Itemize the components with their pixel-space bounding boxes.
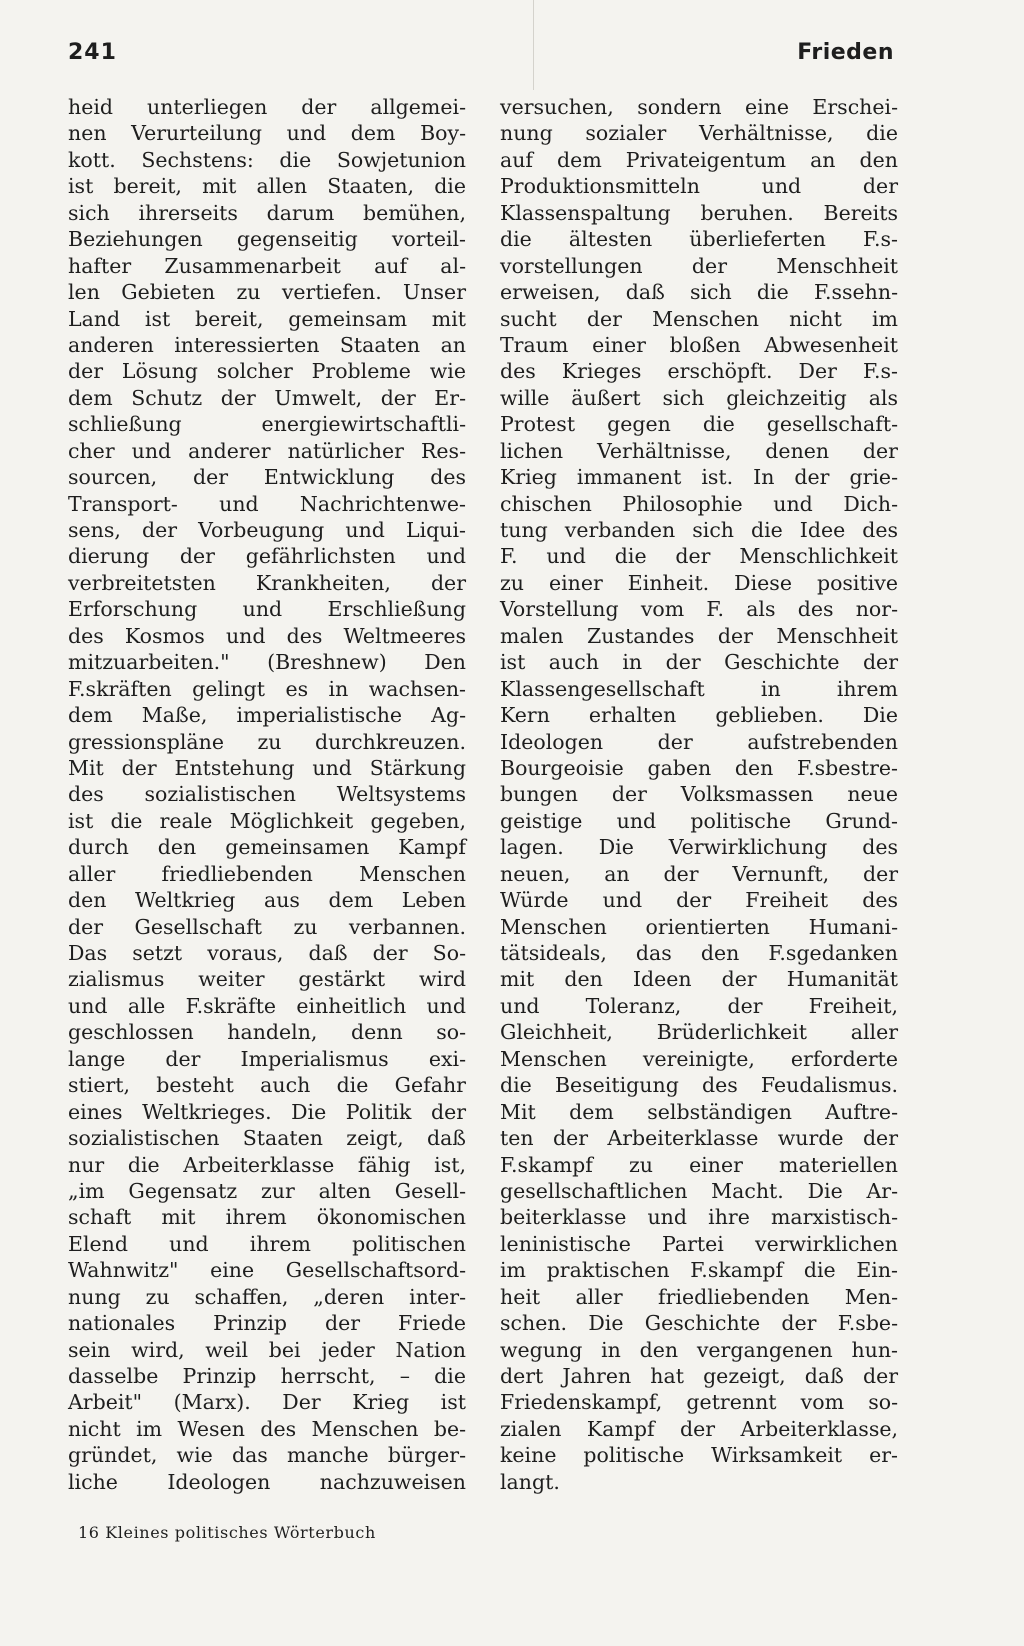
- text-line: chischen Philosophie und Dich-: [500, 491, 898, 516]
- text-line: lagen. Die Verwirklichung des: [500, 835, 898, 860]
- text-line: sens, der Vorbeugung und Liqui-: [68, 518, 466, 542]
- text-line: auf dem Privateigentum an den: [500, 147, 898, 172]
- text-line: lange der Imperialismus exi-: [68, 1046, 466, 1071]
- text-line: erweisen, daß sich die F.ssehn-: [500, 280, 898, 305]
- text-line: dasselbe Prinzip herrscht, – die: [68, 1364, 466, 1388]
- text-line: Elend und ihrem politischen: [68, 1231, 466, 1256]
- text-line: versuchen, sondern eine Erschei-: [500, 95, 898, 119]
- text-line: stiert, besteht auch die Gefahr: [68, 1073, 466, 1098]
- text-line: schließung energiewirtschaftli-: [68, 412, 466, 437]
- text-line: hafter Zusammenarbeit auf al-: [68, 253, 466, 278]
- text-line: im praktischen F.skampf die Ein-: [500, 1258, 898, 1283]
- text-line: Krieg immanent ist. In der grie-: [500, 465, 898, 490]
- text-line: anderen interessierten Staaten an: [68, 332, 466, 357]
- printer-signature: 16 Kleines politisches Wörterbuch: [78, 1523, 376, 1542]
- text-line: Traum einer bloßen Abwesenheit: [500, 332, 898, 357]
- text-line: mitzuarbeiten." (Breshnew) Den: [68, 650, 466, 675]
- text-line: der Lösung solcher Probleme wie: [68, 359, 466, 384]
- text-line: Wahnwitz" eine Gesellschaftsord-: [68, 1258, 466, 1283]
- text-line: sozialistischen Staaten zeigt, daß: [68, 1126, 466, 1151]
- text-line: nur die Arbeiterklasse fähig ist,: [68, 1152, 466, 1177]
- text-line: Ideologen der aufstrebenden: [500, 729, 898, 754]
- gutter-mark: [533, 0, 534, 90]
- text-line: dert Jahren hat gezeigt, daß der: [500, 1364, 898, 1388]
- text-line: nung zu schaffen, „deren inter-: [68, 1284, 466, 1309]
- text-line: verbreitetsten Krankheiten, der: [68, 570, 466, 595]
- text-line: durch den gemeinsamen Kampf: [68, 835, 466, 860]
- text-line: langt.: [500, 1469, 560, 1494]
- text-line: und alle F.skräfte einheitlich und: [68, 993, 466, 1018]
- text-line: beiterklasse und ihre marxistisch-: [500, 1205, 898, 1230]
- text-line: leninistische Partei verwirklichen: [500, 1231, 898, 1256]
- text-line: ten der Arbeiterklasse wurde der: [500, 1126, 898, 1151]
- text-line: heit aller friedliebenden Men-: [500, 1284, 898, 1309]
- text-line: F.skräften gelingt es in wachsen-: [68, 676, 466, 701]
- text-line: „im Gegensatz zur alten Gesell-: [68, 1178, 466, 1203]
- text-line: sourcen, der Entwicklung des: [68, 465, 466, 490]
- text-line: die ältesten überlieferten F.s-: [500, 227, 898, 252]
- text-line: ist auch in der Geschichte der: [500, 650, 898, 675]
- text-line: Erforschung und Erschließung: [68, 597, 466, 622]
- text-line: des Krieges erschöpft. Der F.s-: [500, 359, 898, 384]
- text-line: Vorstellung vom F. als des nor-: [500, 597, 898, 622]
- text-line: len Gebieten zu vertiefen. Unser: [68, 280, 466, 305]
- text-line: keine politische Wirksamkeit er-: [500, 1443, 898, 1468]
- text-line: nung sozialer Verhältnisse, die: [500, 121, 898, 146]
- text-line: zu einer Einheit. Diese positive: [500, 570, 898, 595]
- text-line: eines Weltkrieges. Die Politik der: [68, 1099, 466, 1124]
- text-line: cher und anderer natürlicher Res-: [68, 438, 466, 463]
- text-line: kott. Sechstens: die Sowjetunion: [68, 147, 466, 172]
- text-line: Beziehungen gegenseitig vorteil-: [68, 227, 466, 252]
- text-line: Menschen orientierten Humani-: [500, 914, 898, 939]
- text-line: Klassenspaltung beruhen. Bereits: [500, 200, 898, 225]
- text-line: nen Verurteilung und dem Boy-: [68, 121, 466, 146]
- text-line: tätsideals, das den F.sgedanken: [500, 941, 898, 965]
- text-line: Menschen vereinigte, erforderte: [500, 1046, 898, 1071]
- text-line: lichen Verhältnisse, denen der: [500, 438, 898, 463]
- text-line: aller friedliebenden Menschen: [68, 861, 466, 886]
- text-line: ist bereit, mit allen Staaten, die: [68, 174, 466, 199]
- text-line: sein wird, weil bei jeder Nation: [68, 1337, 466, 1362]
- text-line: Arbeit" (Marx). Der Krieg ist: [68, 1390, 466, 1415]
- text-line: die Beseitigung des Feudalismus.: [500, 1073, 898, 1098]
- text-line: Gleichheit, Brüderlichkeit aller: [500, 1020, 898, 1045]
- text-line: Würde und der Freiheit des: [500, 888, 898, 913]
- text-line: Das setzt voraus, daß der So-: [68, 941, 466, 965]
- text-line: Produktionsmitteln und der: [500, 174, 898, 199]
- text-line: vorstellungen der Menschheit: [500, 253, 898, 278]
- text-line: Klassengesellschaft in ihrem: [500, 676, 898, 701]
- left-text-column: [68, 94, 466, 1495]
- text-line: sucht der Menschen nicht im: [500, 306, 898, 331]
- text-line: zialismus weiter gestärkt wird: [68, 967, 466, 992]
- text-line: mit den Ideen der Humanität: [500, 967, 898, 992]
- text-line: Bourgeoisie gaben den F.sbestre-: [500, 755, 898, 780]
- text-line: zialen Kampf der Arbeiterklasse,: [500, 1416, 898, 1441]
- text-line: wegung in den vergangenen hun-: [500, 1337, 898, 1362]
- text-line: bungen der Volksmassen neue: [500, 782, 898, 807]
- text-line: gründet, wie das manche bürger-: [68, 1443, 466, 1468]
- text-line: liche Ideologen nachzuweisen: [68, 1469, 466, 1494]
- text-line: Mit dem selbständigen Auftre-: [500, 1099, 898, 1124]
- text-line: nicht im Wesen des Menschen be-: [68, 1416, 466, 1441]
- right-text-column: [500, 94, 898, 1495]
- text-line: dem Schutz der Umwelt, der Er-: [68, 385, 466, 410]
- text-line: ist die reale Möglichkeit gegeben,: [68, 808, 466, 833]
- text-line: Land ist bereit, gemeinsam mit: [68, 306, 466, 331]
- text-line: und Toleranz, der Freiheit,: [500, 993, 898, 1018]
- text-line: des sozialistischen Weltsystems: [68, 782, 466, 807]
- text-line: geschlossen handeln, denn so-: [68, 1020, 466, 1045]
- text-line: Kern erhalten geblieben. Die: [500, 703, 898, 728]
- text-line: schaft mit ihrem ökonomischen: [68, 1205, 466, 1230]
- text-line: F. und die der Menschlichkeit: [500, 544, 898, 569]
- text-line: gressionspläne zu durchkreuzen.: [68, 729, 466, 754]
- text-line: dierung der gefährlichsten und: [68, 544, 466, 569]
- text-line: Mit der Entstehung und Stärkung: [68, 755, 466, 780]
- text-line: neuen, an der Vernunft, der: [500, 861, 898, 886]
- text-line: Friedenskampf, getrennt vom so-: [500, 1390, 898, 1415]
- text-line: den Weltkrieg aus dem Leben: [68, 888, 466, 913]
- text-line: nationales Prinzip der Friede: [68, 1311, 466, 1336]
- text-line: sich ihrerseits darum bemühen,: [68, 200, 466, 225]
- text-line: Protest gegen die gesellschaft-: [500, 412, 898, 437]
- text-line: dem Maße, imperialistische Ag-: [68, 703, 466, 728]
- text-line: heid unterliegen der allgemei-: [68, 95, 466, 119]
- text-line: der Gesellschaft zu verbannen.: [68, 914, 466, 939]
- text-line: des Kosmos und des Weltmeeres: [68, 623, 466, 648]
- text-line: tung verbanden sich die Idee des: [500, 518, 898, 542]
- text-line: schen. Die Geschichte der F.sbe-: [500, 1311, 898, 1336]
- text-line: wille äußert sich gleichzeitig als: [500, 385, 898, 410]
- text-line: F.skampf zu einer materiellen: [500, 1152, 898, 1177]
- page-number: 241: [68, 40, 117, 65]
- text-line: geistige und politische Grund-: [500, 808, 898, 833]
- text-line: gesellschaftlichen Macht. Die Ar-: [500, 1178, 898, 1203]
- running-head: Frieden: [797, 40, 894, 65]
- text-line: malen Zustandes der Menschheit: [500, 623, 898, 648]
- text-line: Transport- und Nachrichtenwe-: [68, 491, 466, 516]
